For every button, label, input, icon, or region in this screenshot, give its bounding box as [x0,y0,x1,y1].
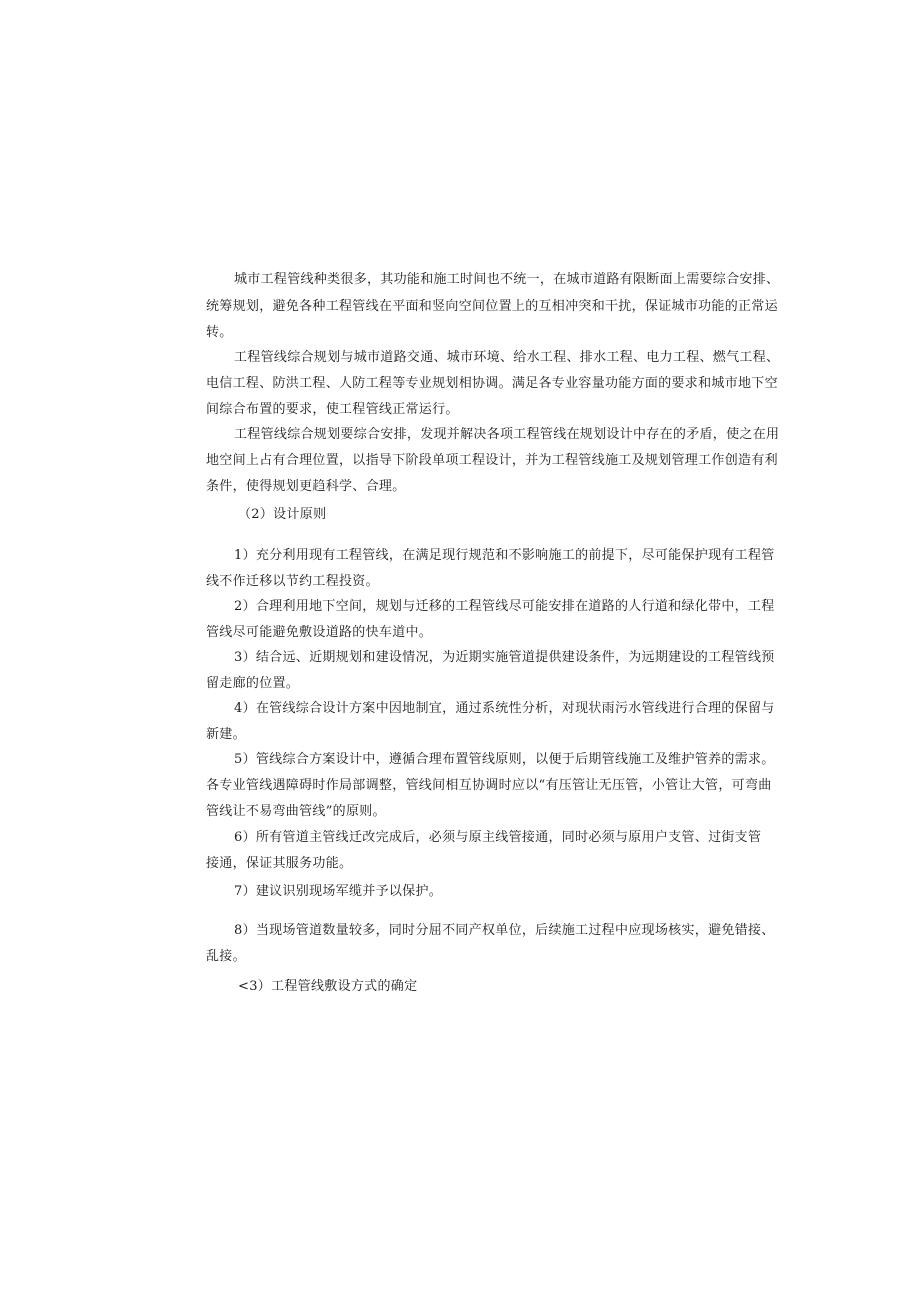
intro-p1-line2: 统筹规划，避免各种工程管线在平面和竖向空间位置上的互相冲突和干扰，保证城市功能的正常运 [206,299,778,314]
principle-6-line1: 6）所有管道主管线迁改完成后，必须与原主线管接通，同时必须与原用户支管、过街支管 [234,830,762,845]
intro-p3-line2: 地空间上占有合理位置，以指导下阶段单项工程设计，并为工程管线施工及规划管理工作创造有利 [206,453,778,468]
section3-heading: <3）工程管线敷设方式的确定 [238,979,418,994]
principle-3-line2: 留走廊的位置。 [206,676,300,691]
principle-8-line2: 乱接。 [206,949,246,964]
principle-2-line1: 2）合理利用地下空间，规划与迁移的工程管线尽可能安排在道路的人行道和绿化带中，工程 [234,599,775,614]
intro-p2-line3: 间综合布置的要求，使工程管线正常运行。 [206,402,459,417]
intro-p3-line3: 条件，使得规划更趋科学、合理。 [206,479,406,494]
principle-4-line1: 4）在管线综合设计方案中因地制宜，通过系统性分析，对现状雨污水管线进行合理的保留与 [234,701,775,716]
principle-6-line2: 接通，保证其服务功能。 [206,856,353,871]
intro-p3-line1: 工程管线综合规划要综合安排，发现并解决各项工程管线在规划设计中存在的矛盾，使之在用 [234,427,780,442]
principle-5-line3: 管线让不易弯曲管线”的原则。 [206,804,386,819]
principle-5-line2: 各专业管线遇障碍时作局部调整，管线间相互协调时应以“有压管让无压管，小管让大管，可弯曲 [206,778,772,793]
principle-3-line1: 3）结合远、近期规划和建设情况，为近期实施管道提供建设条件，为远期建设的工程管线预 [234,650,775,665]
intro-p1-line3: 转。 [206,325,233,340]
section2-heading: （2）设计原则 [238,507,327,522]
intro-p2-line1: 工程管线综合规划与城市道路交通、城市环境、给水工程、排水工程、电力工程、燃气工程、 [234,350,780,365]
principle-5-line1: 5）管线综合方案设计中，遵循合理布置管线原则，以便于后期管线施工及维护管养的需求。 [234,752,775,767]
intro-p2-line2: 电信工程、防洪工程、人防工程等专业规划相协调。满足各专业容量功能方面的要求和城市地下空 [206,376,778,391]
principle-4-line2: 新建。 [206,727,246,742]
principle-7-line1: 7）建议识别现场军缆并予以保护。 [234,884,443,899]
intro-p1-line1: 城市工程管线种类很多，其功能和施工时间也不统一，在城市道路有限断面上需要综合安排、 [234,272,780,287]
principle-1-line2: 线不作迁移以节约工程投资。 [206,574,379,589]
principle-8-line1: 8）当现场管道数量较多，同时分屈不同产权单位，后续施工过程中应现场核实，避免错接、 [234,923,775,938]
principle-1-line1: 1）充分利用现有工程管线，在满足现行规范和不影响施工的前提下，尽可能保护现有工程管 [234,548,775,563]
principle-2-line2: 管线尽可能避免敷设道路的快车道中。 [206,625,433,640]
